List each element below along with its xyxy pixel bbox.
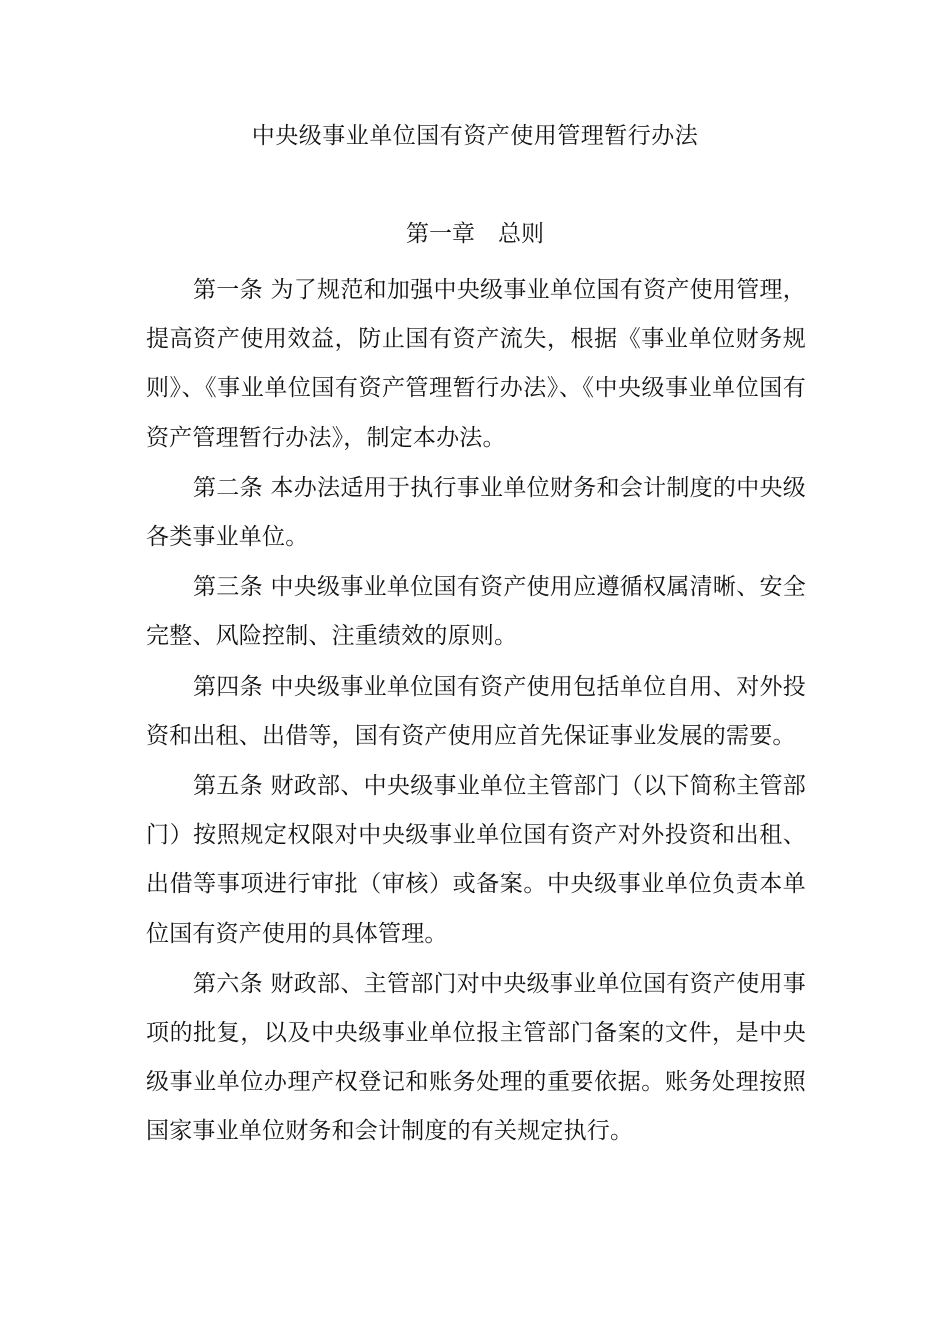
document-title: 中央级事业单位国有资产使用管理暂行办法 [251, 123, 699, 149]
article-1: 第一条 为了规范和加强中央级事业单位国有资产使用管理，提高资产使用效益，防止国有资产流失，根据《事业单位财务规则》、《事业单位国有资产管理暂行办法》、《中央级事业单位国有资产管理暂行办法》，制定本办法。 [146, 277, 806, 451]
document-body [146, 266, 806, 1158]
article-5: 第五条 财政部、中央级事业单位主管部门（以下简称主管部门）按照规定权限对中央级事业单位国有资产对外投资和出租、出借等事项进行审批（审核）或备案。中央级事业单位负责本单位国有资产使用的具体管理。 [146, 773, 806, 947]
article-4: 第四条 中央级事业单位国有资产使用包括单位自用、对外投资和出租、出借等，国有资产使用应首先保证事业发展的需要。 [146, 673, 806, 749]
chapter-heading: 第一章 总则 [406, 221, 544, 247]
article-3: 第三条 中央级事业单位国有资产使用应遵循权属清晰、安全完整、风险控制、注重绩效的原则。 [146, 574, 806, 650]
article-6: 第六条 财政部、主管部门对中央级事业单位国有资产使用事项的批复，以及中央级事业单位报主管部门备案的文件，是中央级事业单位办理产权登记和账务处理的重要依据。账务处理按照国家事业单位财务和会计制度的有关规定执行。 [146, 970, 806, 1145]
article-2: 第二条 本办法适用于执行事业单位财务和会计制度的中央级各类事业单位。 [146, 474, 806, 551]
